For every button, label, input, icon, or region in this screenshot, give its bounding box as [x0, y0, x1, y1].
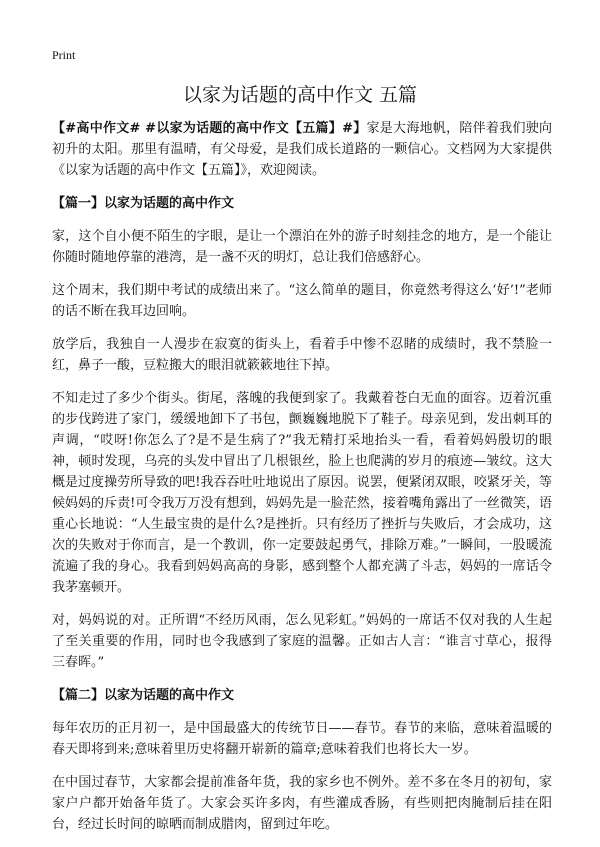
intro-paragraph	[52, 118, 552, 181]
section-heading-1: 【篇一】以家为话题的高中作文	[52, 196, 235, 211]
section-2-paragraph: 在中国过春节，大家都会提前准备年货，我的家乡也不例外。差不多在冬月的初旬，家家户户都开始备年货了。大家会买许多肉，有些灌成香肠，有些则把肉腌制后挂在阳台，经过长时间的晾晒而制成腊肉，留到过年吃。	[52, 775, 552, 832]
section-heading-2: 【篇二】以家为话题的高中作文	[52, 688, 235, 703]
page-title: 以家为话题的高中作文 五篇	[182, 84, 418, 106]
intro-tags: 【#高中作文# #以家为话题的高中作文【五篇】#】	[52, 121, 367, 136]
section-1-paragraph: 这个周末，我们期中考试的成绩出来了。“这么简单的题目，你竟然考得这么‘好’!”老师的话不断在我耳边回响。	[52, 283, 552, 319]
article-body	[52, 118, 552, 847]
intro-text: 家是大海地帆，陪伴着我们驶向初升的太阳。那里有温晴，有父母爱，是我们成长道路的一颗信心。文档网为大家提供《以家为话题的高中作文【五篇】》，欢迎阅读。	[52, 121, 552, 178]
section-1-paragraph: 对，妈妈说的对。正所谓“不经历风雨，怎么见彩虹。”妈妈的一席话不仅对我的人生起了至关重要的作用，同时也令我感到了家庭的温馨。正如古人言：“谁言寸草心，报得三春晖。”	[52, 613, 552, 670]
section-2-paragraph: 每年农历的正月初一，是中国最盛大的传统节日——春节。春节的来临，意味着温暖的春天即将到来;意味着里历史将翻开崭新的篇章;意味着我们也将长大一岁。	[52, 721, 552, 757]
section-1-paragraph: 不知走过了多少个街头。街尾，落魄的我便到家了。我戴着苍白无血的面容。迈着沉重的步伐跨进了家门，缓缓地卸下了书包，颤巍巍地脱下了鞋子。母亲见到，发出刺耳的声调，“哎呀!你怎么了?是不是生病了?”我无精打采地抬头一看，看着妈妈殷切的眼神，顿时发现，乌亮的头发中冒出了几根银丝，脸上也爬满的岁月的痕迹—皱纹。这大概是过度操劳所导致的吧!我吞吞吐吐地说出了原因。说罢，便紧闭双眼，咬紧牙关，等候妈妈的斥责!可令我万万没有想到，妈妈先是一脸茫然，接着嘴角露出了一丝微笑，语重心长地说：“人生最宝贵的是什么?是挫折。只有经历了挫折与失败后，才会成功，这次的失败对于你而言，是一个教训，你一定要鼓起勇气，排除万难。”一瞬间，一股暖流流遍了我的身心。我看到妈妈高高的身影，感到整个人都充满了斗志，妈妈的一席话令我茅塞顿开。	[52, 391, 552, 595]
section-1-paragraph: 家，这个自小便不陌生的字眼，是让一个漂泊在外的游子时刻挂念的地方，是一个能让你随时随地停靠的港湾，是一盏不灭的明灯，总让我们倍感舒心。	[52, 229, 552, 265]
print-link[interactable]: Print	[52, 48, 76, 62]
section-1-paragraph: 放学后，我独自一人漫步在寂寞的街头上，看着手中惨不忍睹的成绩时，我不禁脸一红，鼻子一酸，豆粒搬大的眼泪就簌簌地往下掉。	[52, 337, 552, 373]
